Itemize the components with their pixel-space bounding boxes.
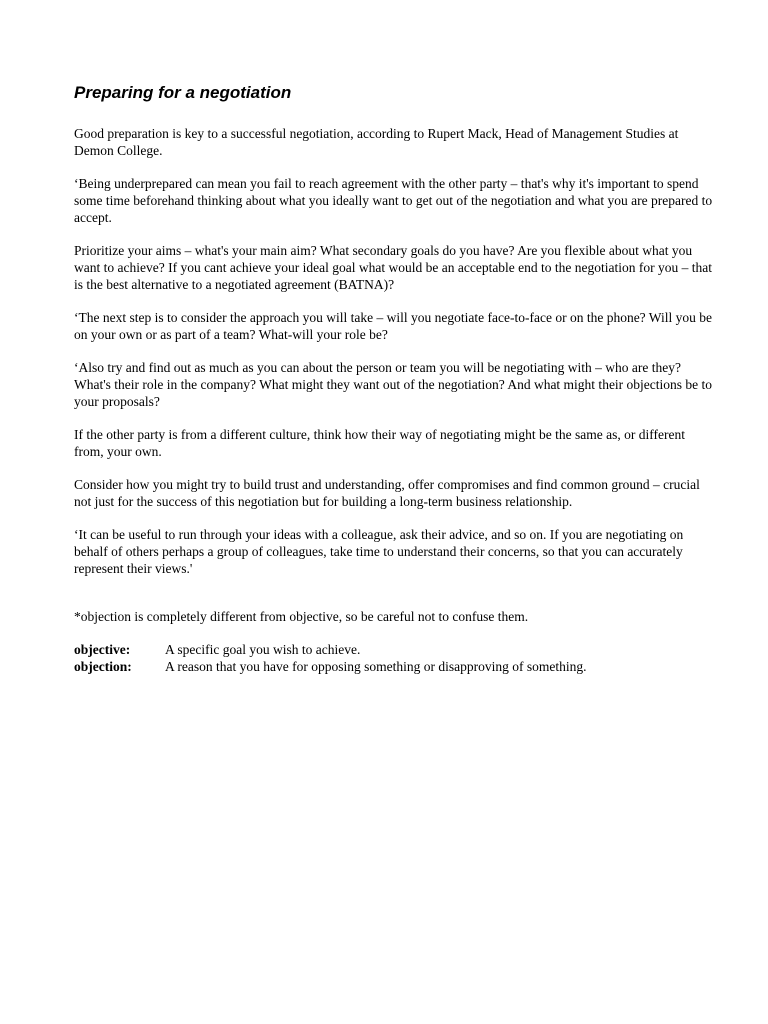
paragraph-culture: If the other party is from a different culture, think how their way of negotiating might be the same as, or different from, your own. bbox=[74, 427, 685, 459]
footnote: *objection is completely different from objective, so be careful not to confuse them. bbox=[74, 609, 529, 624]
document-page bbox=[74, 82, 714, 675]
paragraph-underprepared: ‘Being underprepared can mean you fail to reach agreement with the other party – that's why it's important to spend some time beforehand thinking about what you ideally want to get out of the negotiation and what you are prepared to accept. bbox=[74, 176, 713, 225]
definition-text: A reason that you have for opposing something or disapproving of something. bbox=[165, 659, 587, 674]
paragraph-trust: Consider how you might try to build trust and understanding, offer compromises and find common ground – crucial not just for the success of this negotiation but for building a long-term business relationship. bbox=[74, 477, 700, 509]
document-title: Preparing for a negotiation bbox=[74, 83, 292, 102]
definition-objection bbox=[74, 658, 714, 675]
definition-text: A specific goal you wish to achieve. bbox=[165, 642, 361, 657]
definition-objective bbox=[74, 641, 714, 658]
paragraph-research: ‘Also try and find out as much as you can about the person or team you will be negotiating with – who are they? What's their role in the company? What might they want out of the negotiation? And what might their objections be to your proposals? bbox=[74, 360, 713, 409]
definitions-list bbox=[74, 641, 714, 675]
paragraph-approach: ‘The next step is to consider the approach you will take – will you negotiate face-to-face or on the phone? Will you be on your own or as part of a team? What-will your role be? bbox=[74, 310, 713, 342]
definition-term: objection: bbox=[74, 659, 132, 674]
paragraph-colleague: ‘It can be useful to run through your ideas with a colleague, ask their advice, and so on. If you are negotiating on behalf of others perhaps a group of colleagues, take time to understand their concerns, so that you can accurately represent their views.' bbox=[74, 527, 684, 576]
definition-term: objective: bbox=[74, 642, 131, 657]
paragraph-intro: Good preparation is key to a successful negotiation, according to Rupert Mack, Head of Management Studies at Demon College. bbox=[74, 126, 679, 158]
paragraph-prioritize: Prioritize your aims – what's your main aim? What secondary goals do you have? Are you flexible about what you want to achieve? If you cant achieve your ideal goal what would be an acceptable end to the negotiation for you – that is the best alternative to a negotiated agreement (BATNA)? bbox=[74, 243, 713, 292]
